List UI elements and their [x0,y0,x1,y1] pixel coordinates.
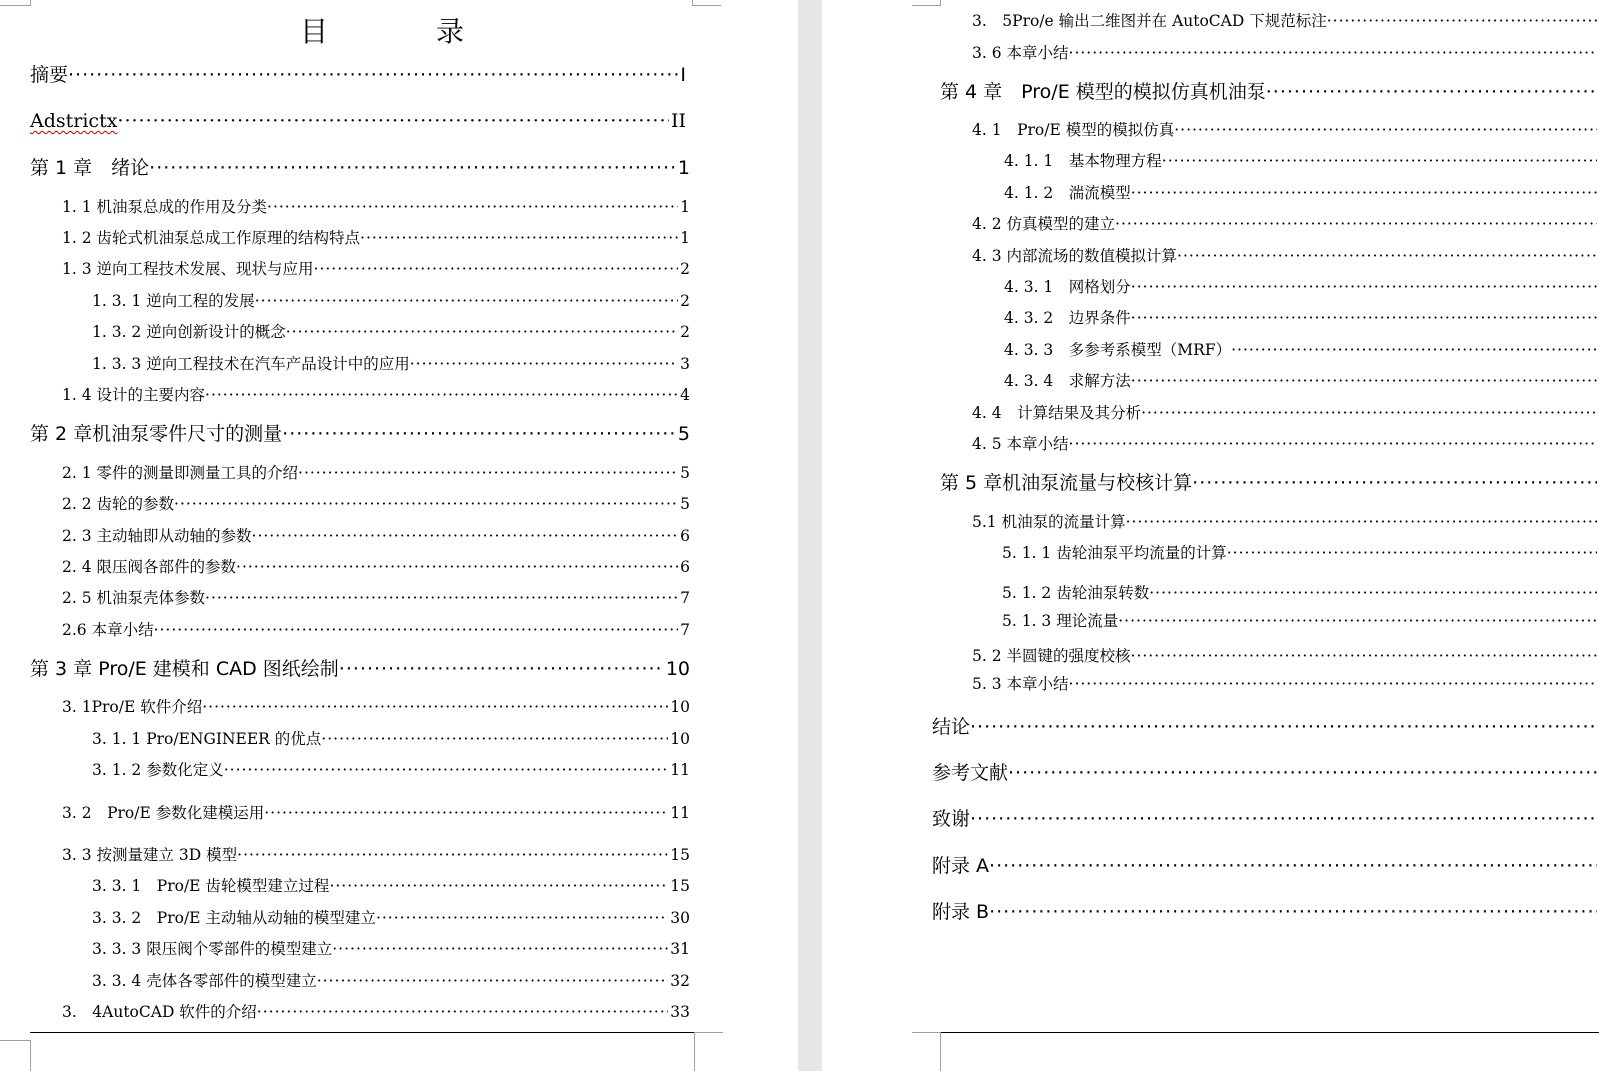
toc-entry-page: 10 [670,698,690,716]
toc-entry-subsection[interactable] [92,757,690,783]
toc-entry-label: 5. 1. 2 齿轮油泵转数 [1002,584,1150,602]
toc-entry-subsection[interactable] [1004,368,1599,394]
toc-entry-acknowledgements[interactable] [932,806,1599,832]
leader-dots [202,694,668,720]
leader-dots [205,382,678,408]
leader-dots [321,726,668,752]
toc-entry-label: 4. 5 本章小结 [972,435,1069,453]
leader-dots [329,873,668,899]
toc-entry-label: 4. 3 内部流场的数值模拟计算 [972,247,1178,265]
toc-entry-label: 5. 1. 3 理论流量 [1002,612,1119,630]
toc-entry-label: 1. 3. 2 逆向创新设计的概念 [92,323,286,341]
toc-entry-label: 2.6 本章小结 [62,621,154,639]
toc-entry-label: 2. 3 主动轴即从动轴的参数 [62,527,252,545]
toc-entry-label: Adstrictx [30,110,118,132]
toc-entry-section[interactable] [62,523,690,549]
toc-entry-label: 结论 [932,716,971,738]
crop-mark [692,0,721,6]
document-page-right [822,0,1599,1071]
toc-entry-section[interactable] [62,194,690,220]
toc-entry-abstract-en[interactable] [30,108,686,134]
toc-entry-subsection[interactable] [1004,274,1599,300]
toc-entry-chapter[interactable] [30,155,690,181]
toc-entry-label: 4. 3. 2 边界条件 [1004,309,1131,327]
toc-entry-section[interactable] [62,800,690,826]
toc-entry-label: 2. 1 零件的测量即测量工具的介绍 [62,464,299,482]
leader-dots [1174,117,1597,143]
toc-entry-references[interactable] [932,760,1599,786]
toc-entry-subsection[interactable] [1004,337,1599,363]
toc-entry-label: 3. 3. 2 Pro/E 主动轴从动轴的模型建立 [92,909,376,927]
toc-entry-page: 5 [680,464,690,482]
toc-entry-page: 15 [670,877,690,895]
leader-dots [264,800,668,826]
toc-entry-appendix-b[interactable] [932,899,1599,925]
toc-entry-label: 3. 4AutoCAD 软件的介绍 [62,1003,257,1021]
leader-dots [314,256,679,282]
toc-entry-section[interactable] [62,554,690,580]
toc-entry-subsection[interactable] [1002,580,1599,606]
leader-dots [282,421,676,447]
toc-entry-subsection[interactable] [92,319,690,345]
toc-entry-page: 7 [680,621,690,639]
toc-entry-chapter[interactable] [940,470,1599,496]
leader-dots [1069,431,1597,457]
toc-entry-page: 1 [680,229,690,247]
toc-entry-label: 1. 3. 3 逆向工程技术在汽车产品设计中的应用 [92,355,410,373]
leader-dots [1118,608,1597,634]
toc-entry-subsection[interactable] [92,351,690,377]
toc-entry-page: 7 [680,589,690,607]
toc-entry-section[interactable] [972,117,1599,143]
toc-entry-label: 2. 4 限压阀各部件的参数 [62,558,237,576]
toc-entry-page: I [680,64,686,86]
toc-entry-abstract[interactable] [30,62,686,88]
toc-entry-page: 1 [677,157,690,179]
toc-entry-section[interactable] [972,431,1599,457]
toc-entry-label: 致谢 [932,808,971,830]
leader-dots [1231,337,1597,363]
document-page-left [0,0,798,1071]
toc-entry-section[interactable] [972,211,1599,237]
toc-entry-page: 2 [680,292,690,310]
toc-entry-page: 11 [670,804,690,822]
leader-dots [1149,580,1597,606]
toc-entry-label: 1. 4 设计的主要内容 [62,386,206,404]
toc-entry-section[interactable] [62,256,690,282]
toc-entry-label: 4. 1. 2 湍流模型 [1004,184,1131,202]
leader-dots [410,351,678,377]
leader-dots [68,62,678,88]
toc-entry-page: 2 [680,260,690,278]
leader-dots [255,288,678,314]
toc-entry-label: 3. 3 按测量建立 3D 模型 [62,846,238,864]
toc-entry-label: 3. 3. 4 壳体各零部件的模型建立 [92,972,317,990]
leader-dots [1126,509,1597,535]
toc-entry-subsection[interactable] [1002,608,1599,634]
toc-entry-conclusion[interactable] [932,714,1599,740]
toc-entry-label: 3. 1. 1 Pro/ENGINEER 的优点 [92,730,322,748]
leader-dots [267,194,678,220]
toc-entry-page: 5 [680,495,690,513]
toc-entry-label: 1. 2 齿轮式机油泵总成工作原理的结构特点 [62,229,361,247]
leader-dots [332,936,668,962]
leader-dots [989,899,1597,925]
toc-entry-label: 参考文献 [932,762,1009,784]
footer-rule [940,1032,1599,1033]
leader-dots [117,108,669,134]
toc-entry-section[interactable] [62,460,690,486]
leader-dots [298,460,678,486]
toc-entry-label: 第 4 章 Pro/E 模型的模拟仿真机油泵 [940,81,1266,103]
page-gap [798,0,822,1071]
toc-entry-label: 第 3 章 Pro/E 建模和 CAD 图纸绘制 [30,658,339,680]
toc-entry-section[interactable] [972,509,1599,535]
toc-entry-chapter[interactable] [30,421,690,447]
toc-entry-label: 3. 3. 3 限压阀个零部件的模型建立 [92,940,333,958]
toc-entry-section[interactable] [972,643,1599,669]
toc-entry-subsection[interactable] [1004,180,1599,206]
crop-mark [912,1032,941,1071]
leader-dots [205,585,678,611]
toc-entry-section[interactable] [62,842,690,868]
leader-dots [1069,671,1597,697]
leader-dots [1192,470,1597,496]
toc-entry-chapter[interactable] [30,656,690,682]
toc-entry-label: 5. 2 半圆键的强度校核 [972,647,1131,665]
leader-dots [970,714,1597,740]
toc-entry-subsection[interactable] [92,936,690,962]
toc-entry-label: 附录 B [932,901,990,923]
toc-entry-subsection[interactable] [1004,148,1599,174]
leader-dots [1115,211,1597,237]
toc-entry-label: 附录 A [932,855,990,877]
toc-entry-section[interactable] [972,243,1599,269]
toc-entry-label: 4. 3. 1 网格划分 [1004,278,1131,296]
toc-entry-subsection[interactable] [92,288,690,314]
leader-dots [1162,148,1597,174]
crop-mark [0,0,31,6]
toc-entry-page: 30 [670,909,690,927]
leader-dots [252,523,679,549]
toc-entry-page: 10 [670,730,690,748]
crop-mark [694,1032,723,1071]
leader-dots [1131,274,1597,300]
toc-entry-page: 33 [670,1003,690,1021]
toc-entry-page: 3 [680,355,690,373]
toc-entry-page: 15 [670,846,690,864]
toc-entry-label: 摘要 [30,64,69,86]
toc-entry-section[interactable] [62,617,690,643]
toc-entry-section[interactable] [62,491,690,517]
toc-entry-label: 3. 6 本章小结 [972,44,1069,62]
toc-entry-subsection[interactable] [92,873,690,899]
toc-entry-section[interactable] [62,694,690,720]
toc-entry-page: 31 [670,940,690,958]
toc-entry-label: 第 2 章机油泵零件尺寸的测量 [30,423,283,445]
toc-entry-label: 第 1 章 绪论 [30,157,150,179]
toc-entry-subsection[interactable] [92,726,690,752]
footer-rule [30,1032,694,1033]
toc-entry-label: 2. 2 齿轮的参数 [62,495,175,513]
leader-dots [1131,180,1597,206]
crop-mark [0,1040,31,1071]
leader-dots [257,999,668,1025]
toc-entry-page: 2 [680,323,690,341]
toc-entry-label: 4. 1 Pro/E 模型的模拟仿真 [972,121,1175,139]
toc-entry-subsection[interactable] [92,968,690,994]
leader-dots [1266,79,1597,105]
toc-entry-label: 5.1 机油泵的流量计算 [972,513,1126,531]
toc-entry-page: 6 [680,527,690,545]
toc-entry-label: 2. 5 机油泵壳体参数 [62,589,206,607]
toc-entry-label: 3. 2 Pro/E 参数化建模运用 [62,804,265,822]
toc-entry-label: 3. 1. 2 参数化定义 [92,761,224,779]
leader-dots [1227,540,1597,566]
leader-dots [1327,8,1597,34]
toc-entry-page: II [670,110,686,132]
toc-entry-label: 3. 1Pro/E 软件介绍 [62,698,203,716]
toc-entry-page: 32 [670,972,690,990]
toc-entry-label: 4. 3. 4 求解方法 [1004,372,1131,390]
toc-entry-page: 10 [665,658,690,680]
leader-dots [1141,400,1597,426]
toc-entry-page: 1 [680,198,690,216]
leader-dots [154,617,679,643]
leader-dots [236,554,678,580]
leader-dots [1177,243,1597,269]
toc-entry-label: 3. 5Pro/e 输出二维图并在 AutoCAD 下规范标注 [972,12,1327,30]
toc-entry-label: 3. 3. 1 Pro/E 齿轮模型建立过程 [92,877,330,895]
toc-entry-subsection[interactable] [1004,305,1599,331]
leader-dots [376,905,668,931]
toc-entry-section[interactable] [62,225,690,251]
toc-entry-section[interactable] [62,585,690,611]
toc-entry-page: 6 [680,558,690,576]
toc-entry-label: 1. 3. 1 逆向工程的发展 [92,292,255,310]
toc-entry-label: 第 5 章机油泵流量与校核计算 [940,472,1193,494]
leader-dots [317,968,669,994]
toc-entry-page: 5 [677,423,690,445]
leader-dots [1069,40,1597,66]
leader-dots [339,656,664,682]
leader-dots [1131,643,1597,669]
crop-mark [912,0,941,6]
leader-dots [360,225,678,251]
leader-dots [174,491,678,517]
toc-entry-label: 5. 1. 1 齿轮油泵平均流量的计算 [1002,544,1227,562]
toc-entry-label: 4. 3. 3 多参考系模型（MRF） [1004,341,1232,359]
toc-entry-label: 1. 3 逆向工程技术发展、现状与应用 [62,260,314,278]
toc-entry-label: 5. 3 本章小结 [972,675,1069,693]
leader-dots [286,319,678,345]
toc-entry-appendix-a[interactable] [932,853,1599,879]
toc-title: 目 录 [300,15,505,48]
leader-dots [1008,760,1597,786]
toc-entry-chapter[interactable] [940,79,1599,105]
leader-dots [1131,305,1597,331]
toc-entry-label: 4. 4 计算结果及其分析 [972,404,1142,422]
toc-entry-section[interactable] [972,400,1599,426]
leader-dots [1131,368,1597,394]
leader-dots [149,155,676,181]
leader-dots [970,806,1597,832]
toc-entry-page: 11 [670,761,690,779]
leader-dots [989,853,1597,879]
toc-entry-section[interactable] [972,671,1599,697]
toc-entry-page: 4 [680,386,690,404]
toc-entry-section[interactable] [972,8,1599,34]
toc-entry-subsection[interactable] [92,905,690,931]
toc-entry-label: 4. 2 仿真模型的建立 [972,215,1116,233]
leader-dots [224,757,669,783]
toc-entry-label: 1. 1 机油泵总成的作用及分类 [62,198,268,216]
toc-entry-section[interactable] [972,40,1599,66]
leader-dots [237,842,668,868]
toc-entry-label: 4. 1. 1 基本物理方程 [1004,152,1162,170]
toc-entry-section[interactable] [62,999,690,1025]
toc-entry-subsection[interactable] [1002,540,1599,566]
toc-entry-section[interactable] [62,382,690,408]
